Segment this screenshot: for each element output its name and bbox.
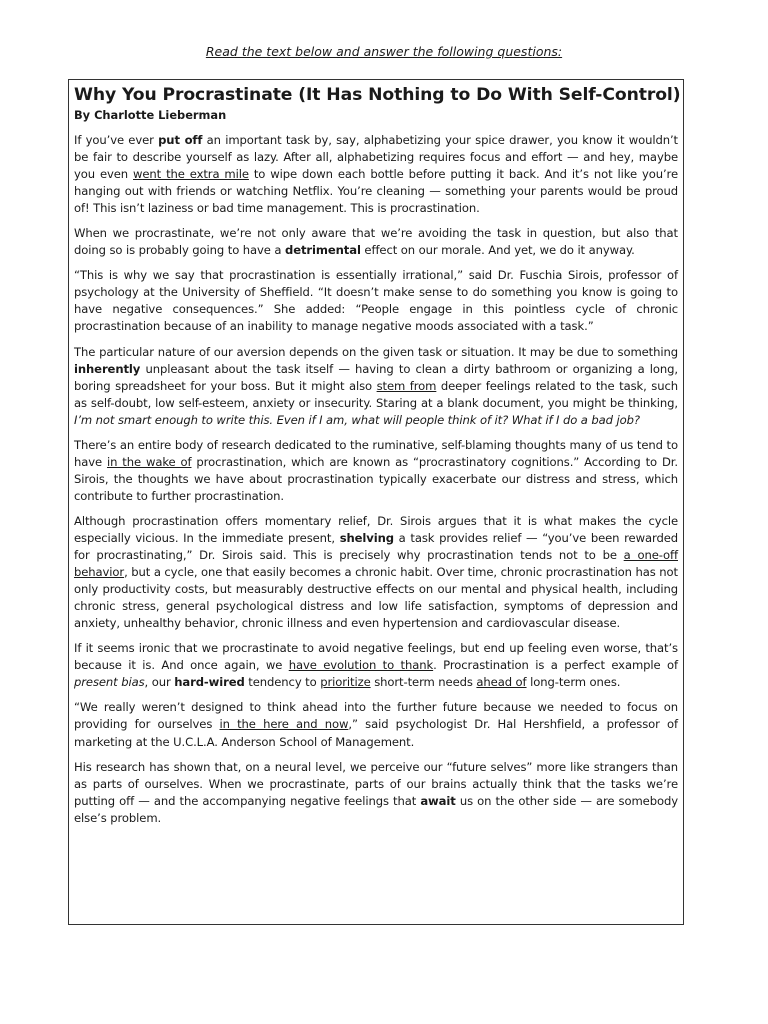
- paragraph-text: If you’ve ever: [74, 133, 159, 147]
- article-byline: By Charlotte Lieberman: [74, 108, 227, 122]
- bold-term: hard-wired: [174, 675, 245, 690]
- underlined-term: prioritize: [320, 675, 371, 690]
- paragraph-text: short-term needs: [370, 675, 477, 690]
- paragraph-text: a task provides relief — “you’ve been rewarded for procrastinating,” Dr. Sirois said. This is precisely why procrastination tends not to be: [74, 530, 678, 563]
- article-paragraph: [74, 225, 678, 259]
- paragraph-text: “We really weren’t designed to think ahead into the further future because we needed to focus on providing for ourselves: [74, 700, 678, 732]
- paragraph-text: long-term ones.: [526, 675, 621, 690]
- paragraph-text: , but a cycle, one that easily becomes a chronic habit. Over time, chronic procrastination has not only productivity costs, but measurably destructive effects on our mental and physical health, including chronic stress, general psychological distress and low life satisfaction, symptoms of depression and anxiety, unhealthy behavior, chronic illness and even hypertension and cardiovascular disease.: [74, 565, 678, 631]
- italic-text: I’m not smart enough to write this. Even if I am, what will people think of it? What if I do a bad job?: [74, 412, 640, 427]
- paragraph-text: When we procrastinate, we’re not only aware that we’re avoiding the task in question, but also that doing so is probably going to have a: [74, 226, 678, 258]
- underlined-term: have evolution to thank: [288, 658, 434, 673]
- bold-term: put off: [158, 133, 203, 147]
- paragraph-text: procrastination, which are known as “procrastinatory cognitions.” According to Dr. Sirois, the thoughts we have about procrastination typically exacerbate our distress and stress, which contribute to further procrastination.: [74, 454, 678, 503]
- article-paragraph: [74, 759, 678, 827]
- paragraph-text: ,” said psychologist Dr. Hal Hershfield, a professor of marketing at the U.C.L.A. Anderson School of Management.: [74, 717, 678, 749]
- paragraph-text: to wipe down each bottle before putting it back. And it’s not like you’re hanging out with friends or watching Netflix. You’re cleaning — something your parents would be proud of! This isn’t laziness or bad time management. This is procrastination.: [74, 167, 678, 216]
- bold-term: detrimental: [285, 243, 361, 258]
- article-box: [68, 79, 684, 925]
- underlined-term: went the extra mile: [133, 167, 249, 182]
- bold-term: await: [420, 793, 456, 808]
- paragraph-text: “This is why we say that procrastination is essentially irrational,” said Dr. Fuschia Sirois, professor of psychology at the University of Sheffield. “It doesn’t make sense to do something you know is going to have negative consequences.” She added: “People engage in this pointless cycle of chronic procrastination because of an inability to manage negative moods associated with a task.”: [74, 268, 678, 334]
- article-paragraph: [74, 267, 678, 335]
- bold-term: shelving: [339, 530, 394, 545]
- paragraph-text: tendency to: [244, 675, 321, 690]
- article-body: [74, 132, 678, 827]
- paragraph-text: If it seems ironic that we procrastinate to avoid negative feelings, but end up feeling even worse, that’s because it is. And once again, we: [74, 641, 678, 673]
- paragraph-text: an important task by, say, alphabetizing your spice drawer, you know it wouldn’t be fair to describe yourself as lazy. After all, alphabetizing requires focus and effort — and hey, maybe you even: [74, 133, 678, 182]
- article-paragraph: [74, 132, 678, 217]
- instruction-text: Read the text below and answer the following questions:: [205, 44, 563, 59]
- article-paragraph: [74, 699, 678, 750]
- paragraph-text: unpleasant about the task itself — having to clean a dirty bathroom or organizing a long, boring spreadsheet for your boss. But it might also: [74, 361, 678, 393]
- article-paragraph: [74, 344, 678, 429]
- bold-term: inherently: [74, 361, 141, 376]
- underlined-term: stem from: [376, 378, 437, 393]
- article-title: Why You Procrastinate (It Has Nothing to Do With Self-Control): [74, 85, 681, 105]
- underlined-term: in the wake of: [106, 454, 192, 469]
- paragraph-text: Although procrastination offers momentary relief, Dr. Sirois argues that it is what makes the cycle especially vicious. In the immediate present,: [74, 513, 678, 545]
- underlined-term: a one-off behavior: [74, 548, 678, 580]
- paragraph-text: us on the other side — are somebody else’s problem.: [74, 793, 678, 825]
- italic-text: present bias: [74, 675, 145, 690]
- paragraph-text: The particular nature of our aversion depends on the given task or situation. It may be due to something: [74, 344, 678, 359]
- paragraph-text: His research has shown that, on a neural level, we perceive our “future selves” more like strangers than as parts of ourselves. When we procrastinate, parts of our brains actually think that the tasks we’re putting off — and the accompanying negative feelings that: [74, 759, 678, 808]
- paragraph-text: . Procrastination is a perfect example of: [433, 658, 678, 673]
- paragraph-text: , our: [144, 675, 175, 690]
- article-paragraph: [74, 437, 678, 505]
- paragraph-text: effect on our morale. And yet, we do it anyway.: [360, 243, 635, 258]
- article-paragraph: [74, 513, 678, 632]
- underlined-term: in the here and now: [219, 717, 349, 732]
- article-paragraph: [74, 640, 678, 691]
- paragraph-text: deeper feelings related to the task, such as self-doubt, low self-esteem, anxiety or insecurity. Staring at a blank document, you might be thinking,: [74, 378, 678, 410]
- paragraph-text: There’s an entire body of research dedicated to the ruminative, self-blaming thoughts many of us tend to have: [74, 437, 678, 469]
- underlined-term: ahead of: [476, 675, 527, 690]
